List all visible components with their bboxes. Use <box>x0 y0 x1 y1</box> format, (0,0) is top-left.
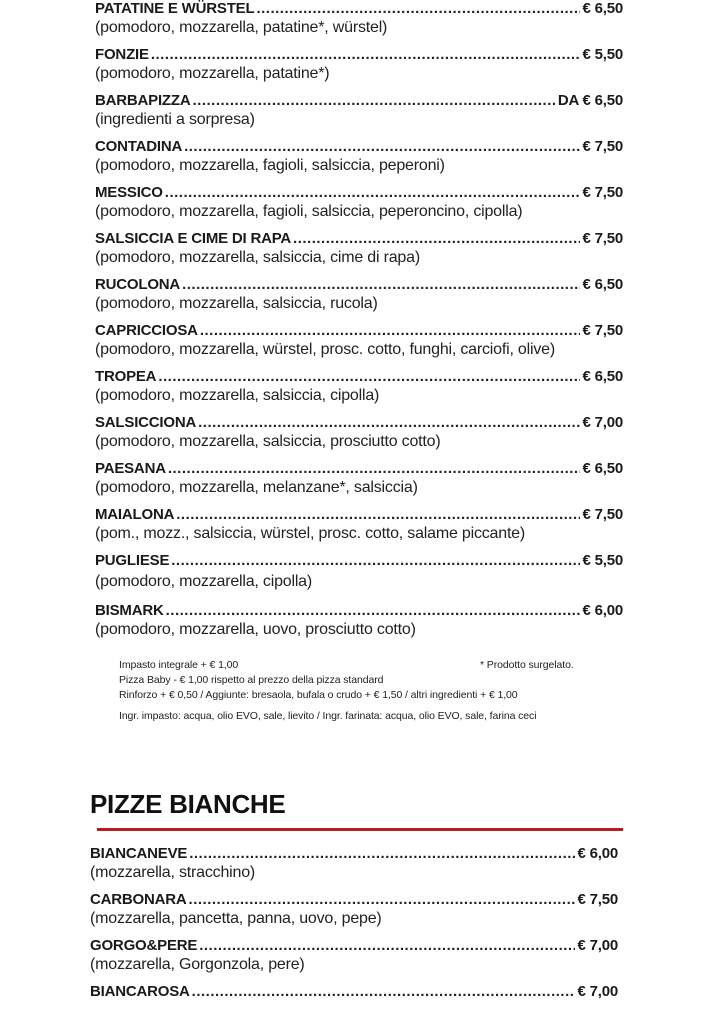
item-name: BIANCANEVE <box>90 845 188 862</box>
item-description: (pom., mozz., salsiccia, würstel, prosc. cotto, salame piccante) <box>95 525 526 542</box>
item-name: BIANCAROSA <box>90 983 190 1000</box>
dot-leader <box>189 844 575 864</box>
menu-item <box>95 229 623 275</box>
dot-leader <box>199 936 575 956</box>
item-name: PAESANA <box>95 460 166 477</box>
item-price: € 6,50 <box>582 276 623 293</box>
menu-item <box>95 321 623 367</box>
item-name: CAPRICCIOSA <box>95 322 198 339</box>
item-name: PATATINE E WÜRSTEL <box>95 0 255 17</box>
item-description: (pomodoro, mozzarella, patatine*) <box>95 65 330 82</box>
item-name: CONTADINA <box>95 138 183 155</box>
item-description: (pomodoro, mozzarella, salsiccia, cime di rapa) <box>95 249 420 266</box>
menu-item <box>90 890 618 936</box>
menu-item <box>95 45 623 91</box>
item-price: € 7,50 <box>582 230 623 247</box>
item-name: SALSICCIA E CIME DI RAPA <box>95 230 292 247</box>
item-description: (mozzarella, Gorgonzola, pere) <box>90 956 305 973</box>
item-description: (mozzarella, pancetta, panna, uovo, pepe) <box>90 910 382 927</box>
note-rinforzo: Rinforzo + € 0,50 / Aggiunte: bresaola, bufala o crudo + € 1,50 / altri ingredienti + € 1,00 <box>119 689 518 701</box>
item-name: BISMARK <box>95 602 164 619</box>
item-name: FONZIE <box>95 46 149 63</box>
item-name: CARBONARA <box>90 891 187 908</box>
menu-item <box>95 413 623 459</box>
item-price: € 7,50 <box>582 506 623 523</box>
menu-item <box>90 844 618 890</box>
item-description: (pomodoro, mozzarella, cipolla) <box>95 573 313 590</box>
dot-leader <box>166 601 581 621</box>
item-description: (pomodoro, mozzarella, würstel, prosc. cotto, funghi, carciofi, olive) <box>95 341 555 358</box>
note-baby: Pizza Baby - € 1,00 rispetto al prezzo della pizza standard <box>119 674 384 686</box>
item-price: € 7,00 <box>582 414 623 431</box>
dot-leader <box>192 982 576 1002</box>
item-price: € 5,50 <box>582 46 623 63</box>
menu-item <box>95 459 623 505</box>
item-price: € 5,50 <box>582 552 623 569</box>
menu-item <box>95 0 623 45</box>
dot-leader <box>182 275 580 295</box>
pizze-bianche-list <box>90 844 618 1028</box>
item-name: PUGLIESE <box>95 552 170 569</box>
menu-item <box>90 936 618 982</box>
dot-leader <box>158 367 580 387</box>
dot-leader <box>189 890 576 910</box>
dot-leader <box>165 183 581 203</box>
item-description: (mozzarella, stracchino) <box>90 864 256 881</box>
section-divider <box>97 828 623 831</box>
item-name: TROPEA <box>95 368 157 385</box>
dot-leader <box>184 137 580 157</box>
item-price: DA € 6,50 <box>557 92 623 109</box>
item-name: SALSICCIONA <box>95 414 197 431</box>
note-integrale: Impasto integrale + € 1,00 <box>119 659 239 671</box>
dot-leader <box>151 45 581 65</box>
section-title: PIZZE BIANCHE <box>90 789 286 819</box>
menu-item <box>90 982 618 1028</box>
item-price: € 7,50 <box>582 184 623 201</box>
item-description: (pomodoro, mozzarella, salsiccia, prosciutto cotto) <box>95 433 441 450</box>
item-name: MESSICO <box>95 184 163 201</box>
note-surgelato: * Prodotto surgelato. <box>480 659 574 671</box>
item-price: € 7,50 <box>582 138 623 155</box>
item-price: € 7,50 <box>577 891 618 908</box>
item-name: GORGO&PERE <box>90 937 198 954</box>
dot-leader <box>200 321 581 341</box>
menu-item <box>95 137 623 183</box>
item-name: BARBAPIZZA <box>95 92 191 109</box>
menu-item <box>95 183 623 229</box>
item-description: (pomodoro, mozzarella, salsiccia, rucola) <box>95 295 378 312</box>
item-price: € 6,00 <box>582 602 623 619</box>
menu-notes <box>119 658 609 724</box>
item-description: (pomodoro, mozzarella, fagioli, salsiccia, peperoncino, cipolla) <box>95 203 523 220</box>
menu-item <box>95 505 623 551</box>
item-description: (ingredienti a sorpresa) <box>95 111 255 128</box>
dot-leader <box>198 413 580 433</box>
item-description: (pomodoro, mozzarella, melanzane*, salsiccia) <box>95 479 418 496</box>
menu-item <box>95 551 623 601</box>
dot-leader <box>171 551 580 571</box>
note-ingredienti: Ingr. impasto: acqua, olio EVO, sale, lievito / Ingr. farinata: acqua, olio EVO, sale, farina ceci <box>119 710 537 722</box>
item-description: (pomodoro, mozzarella, uovo, prosciutto cotto) <box>95 621 416 638</box>
item-description: (pomodoro, mozzarella, patatine*, würstel) <box>95 19 388 36</box>
item-price: € 7,50 <box>582 322 623 339</box>
menu-item <box>95 367 623 413</box>
menu-item <box>95 275 623 321</box>
menu-item <box>95 91 623 137</box>
item-description: (pomodoro, mozzarella, salsiccia, cipolla) <box>95 387 380 404</box>
menu-item <box>95 601 623 647</box>
item-name: RUCOLONA <box>95 276 181 293</box>
dot-leader <box>168 459 581 479</box>
dot-leader <box>176 505 580 525</box>
pizze-rosse-list <box>95 0 623 647</box>
item-price: € 6,00 <box>577 845 618 862</box>
dot-leader <box>193 91 556 111</box>
item-price: € 7,00 <box>577 983 618 1000</box>
item-name: MAIALONA <box>95 506 175 523</box>
item-price: € 6,50 <box>582 0 623 17</box>
item-description: (pomodoro, mozzarella, fagioli, salsiccia, peperoni) <box>95 157 445 174</box>
item-price: € 6,50 <box>582 460 623 477</box>
dot-leader <box>293 229 580 249</box>
dot-leader <box>256 0 580 19</box>
item-price: € 6,50 <box>582 368 623 385</box>
item-price: € 7,00 <box>577 937 618 954</box>
